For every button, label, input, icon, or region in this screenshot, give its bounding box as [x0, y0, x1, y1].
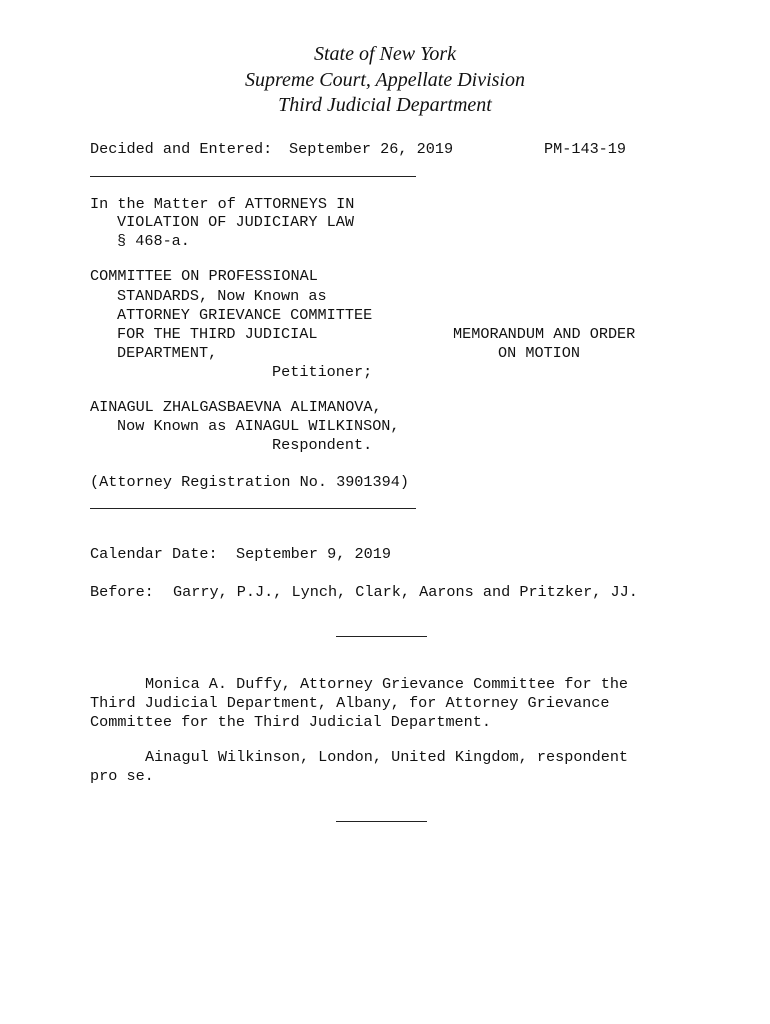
order-title-line1: MEMORANDUM AND ORDER [453, 325, 636, 343]
court-department: Third Judicial Department [278, 94, 492, 116]
calendar-label: Calendar Date: [90, 545, 218, 563]
caption-matter-line: In the Matter of ATTORNEYS IN [90, 195, 355, 213]
before-judges: Garry, P.J., Lynch, Clark, Aarons and Pritzker, JJ. [173, 583, 638, 601]
caption-matter-line: § 468-a. [117, 232, 190, 250]
registration-number: (Attorney Registration No. 3901394) [90, 473, 409, 491]
caption-respondent-line: Now Known as AINAGUL WILKINSON, [117, 417, 400, 435]
appearance-paragraph-line: Third Judicial Department, Albany, for Attorney Grievance [90, 694, 610, 712]
caption-respondent-line: AINAGUL ZHALGASBAEVNA ALIMANOVA, [90, 398, 382, 416]
before-label: Before: [90, 583, 154, 601]
docket-number: PM-143-19 [544, 140, 627, 158]
caption-petitioner-line: STANDARDS, Now Known as [117, 287, 327, 305]
petitioner-role: Petitioner; [272, 363, 373, 381]
appearance-paragraph-line: Committee for the Third Judicial Department. [90, 713, 492, 731]
caption-petitioner-line: ATTORNEY GRIEVANCE COMMITTEE [117, 306, 373, 324]
caption-bottom-rule [90, 508, 416, 509]
decided-date: September 26, 2019 [289, 140, 454, 158]
appearance-paragraph-line: pro se. [90, 767, 154, 785]
caption-matter-line: VIOLATION OF JUDICIARY LAW [117, 213, 354, 231]
order-title-line2: ON MOTION [498, 344, 581, 362]
caption-petitioner-line: DEPARTMENT, [117, 344, 218, 362]
respondent-role: Respondent. [272, 436, 373, 454]
caption-top-rule [90, 176, 416, 177]
court-state: State of New York [313, 43, 457, 65]
decided-label: Decided and Entered: [90, 140, 273, 158]
caption-petitioner-line: FOR THE THIRD JUDICIAL [117, 325, 318, 343]
section-divider [336, 636, 427, 637]
appearance-paragraph-line: Ainagul Wilkinson, London, United Kingdom, respondent [145, 748, 629, 766]
calendar-date: September 9, 2019 [236, 545, 391, 563]
court-name: Supreme Court, Appellate Division [245, 69, 525, 91]
section-divider [336, 821, 427, 822]
appearance-paragraph-line: Monica A. Duffy, Attorney Grievance Committee for the [145, 675, 629, 693]
caption-petitioner-line: COMMITTEE ON PROFESSIONAL [90, 267, 318, 285]
